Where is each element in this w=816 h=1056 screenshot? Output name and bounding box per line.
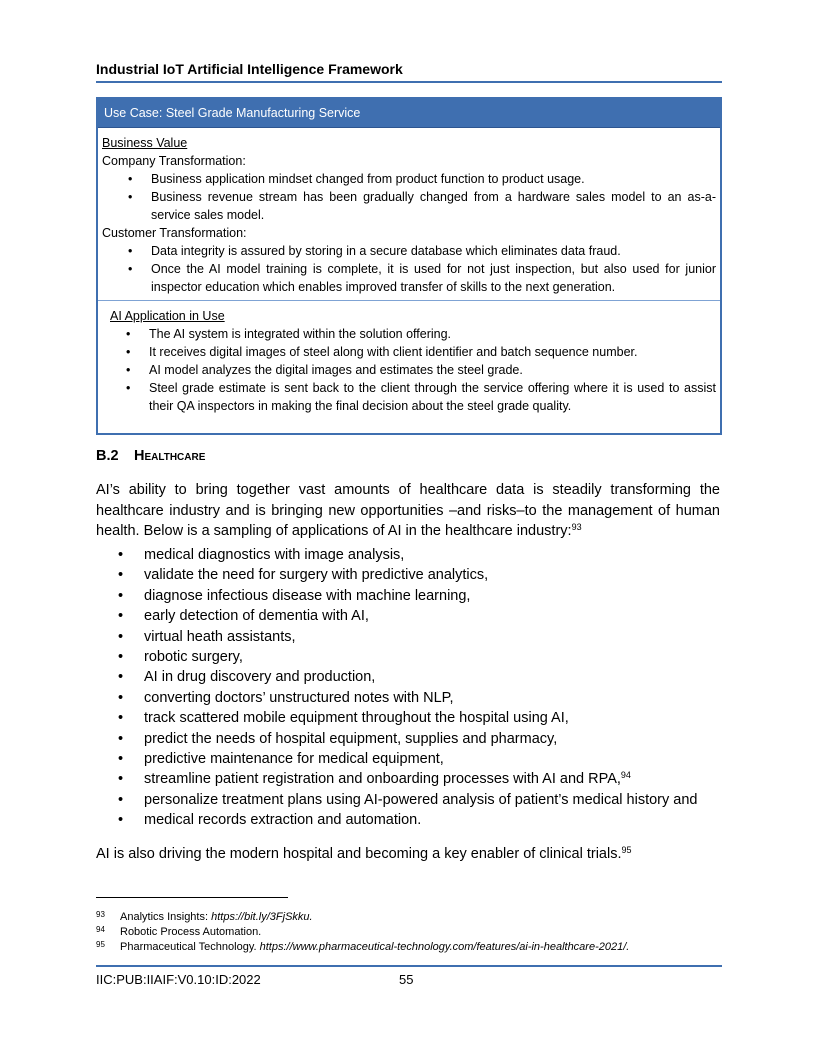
list-item: • predictive maintenance for medical equipment, xyxy=(96,749,720,769)
list-item: • personalize treatment plans using AI-powered analysis of patient’s medical history and xyxy=(96,790,720,810)
footnote-divider xyxy=(96,897,288,898)
footnote-link[interactable]: https://www.pharmaceutical-technology.com/features/ai-in-healthcare-2021/. xyxy=(259,941,630,953)
list-item: • predict the needs of hospital equipment, supplies and pharmacy, xyxy=(96,729,720,749)
list-item: • AI model analyzes the digital images and estimates the steel grade. xyxy=(110,361,716,379)
footnote-number: 93 xyxy=(96,910,105,919)
page-number: 55 xyxy=(399,972,414,987)
list-item: • Business revenue stream has been gradually changed from a hardware sales model to an as-a-service sales model. xyxy=(102,188,716,224)
ai-application-list xyxy=(110,325,716,415)
closing-text: AI is also driving the modern hospital and becoming a key enabler of clinical trials. xyxy=(96,846,622,862)
footnote-number: 94 xyxy=(96,925,105,934)
header-divider xyxy=(96,81,722,83)
customer-transformation-list xyxy=(102,242,716,296)
section-number: B.2 xyxy=(96,448,119,464)
footnote-ref[interactable]: 93 xyxy=(571,522,582,532)
list-item xyxy=(96,769,720,789)
customer-transformation-label: Customer Transformation: xyxy=(102,226,247,240)
footnote-link[interactable]: https://bit.ly/3FjSkku. xyxy=(211,911,313,923)
list-item: • validate the need for surgery with predictive analytics, xyxy=(96,565,720,585)
list-item: • AI in drug discovery and production, xyxy=(96,667,720,687)
section-heading xyxy=(96,448,205,464)
business-value-section xyxy=(98,128,720,301)
company-transformation-list xyxy=(102,170,716,224)
list-item: • medical records extraction and automation. xyxy=(96,810,720,830)
list-item: • robotic surgery, xyxy=(96,647,720,667)
footnote-text: Analytics Insights: xyxy=(120,911,212,923)
healthcare-applications-list xyxy=(96,545,720,831)
company-transformation-label: Company Transformation: xyxy=(102,154,246,168)
list-item-text: streamline patient registration and onboarding processes with AI and RPA, xyxy=(144,771,621,788)
footnote-ref[interactable]: 95 xyxy=(621,845,632,855)
list-item: • Business application mindset changed from product function to product usage. xyxy=(102,170,716,188)
footer-divider xyxy=(96,965,722,967)
list-item: • track scattered mobile equipment throughout the hospital using AI, xyxy=(96,708,720,728)
section-title: Healthcare xyxy=(134,448,206,464)
list-item: • diagnose infectious disease with machine learning, xyxy=(96,586,720,606)
header-title: Industrial IoT Artificial Intelligence Framework xyxy=(96,61,403,77)
list-item: • virtual heath assistants, xyxy=(96,627,720,647)
list-item: • It receives digital images of steel along with client identifier and batch sequence number. xyxy=(110,343,716,361)
list-item: • converting doctors’ unstructured notes with NLP, xyxy=(96,688,720,708)
ai-application-section xyxy=(98,301,720,419)
ai-application-label: AI Application in Use xyxy=(110,309,225,323)
list-item: • early detection of dementia with AI, xyxy=(96,606,720,626)
business-value-label: Business Value xyxy=(102,136,188,150)
footnote-text: Pharmaceutical Technology. xyxy=(120,941,260,953)
footnote-text: Robotic Process Automation. xyxy=(120,926,262,938)
footnote xyxy=(96,937,629,955)
list-item: • The AI system is integrated within the solution offering. xyxy=(110,325,716,343)
list-item: • Once the AI model training is complete, it is used for not just inspection, but also used for junior inspector education which enables improved transfer of skills to the next generation. xyxy=(102,260,716,296)
footnote-ref[interactable]: 94 xyxy=(620,770,631,781)
list-item: • Data integrity is assured by storing in a secure database which eliminates data fraud. xyxy=(102,242,716,260)
use-case-title: Use Case: Steel Grade Manufacturing Service xyxy=(98,99,720,128)
document-id: IIC:PUB:IIAIF:V0.10:ID:2022 xyxy=(96,972,261,987)
list-item: • medical diagnostics with image analysis, xyxy=(96,545,720,565)
list-item: • Steel grade estimate is sent back to the client through the service offering where it is used to assist their QA inspectors in making the final decision about the steel grade quality. xyxy=(110,379,716,415)
closing-paragraph xyxy=(96,844,720,865)
intro-paragraph xyxy=(96,480,720,542)
use-case-table xyxy=(96,97,722,435)
intro-text: AI’s ability to bring together vast amounts of healthcare data is steadily transforming the healthcare industry and is bringing new opportunities –and risks–to the management of human health. Below is a sampling of applications of AI in the healthcare industry: xyxy=(96,482,720,539)
footnote-number: 95 xyxy=(96,940,105,949)
